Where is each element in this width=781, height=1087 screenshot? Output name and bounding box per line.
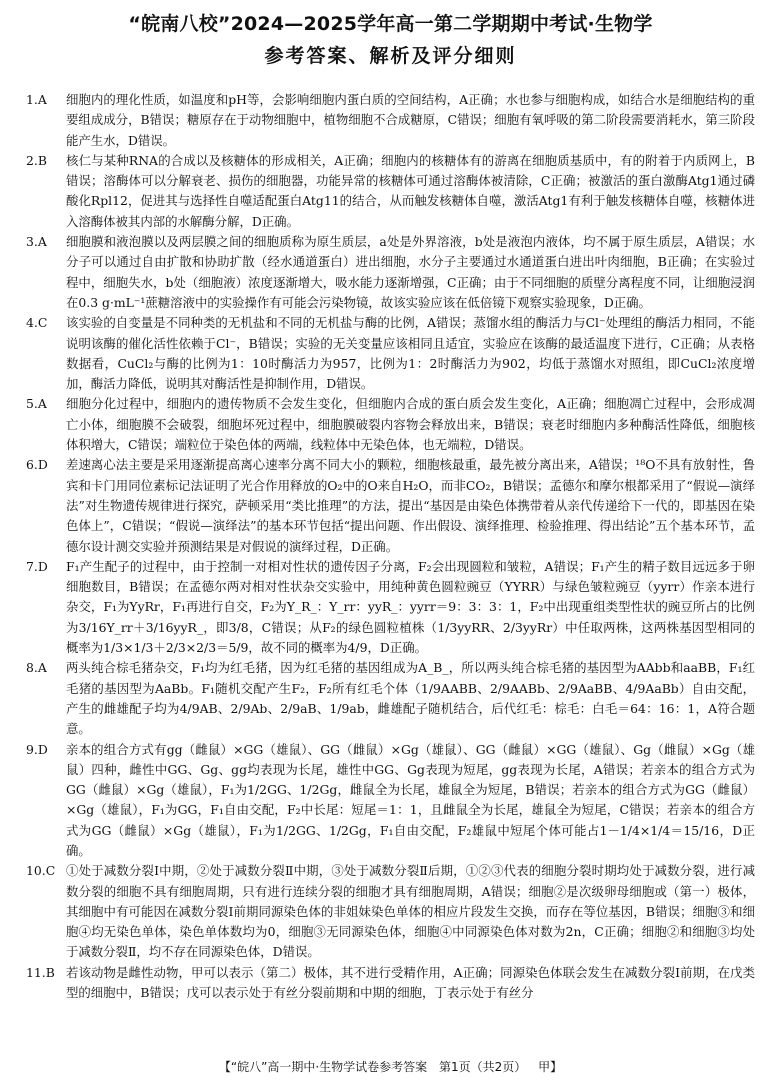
document-title: “皖南八校”2024—2025学年高一第二学期期中考试·生物学 — [128, 13, 653, 35]
answer-item-3 — [26, 232, 755, 313]
answer-list — [26, 90, 755, 1003]
answer-item-1 — [26, 90, 755, 151]
answer-explanation: 差速离心法主要是采用逐渐提高离心速率分离不同大小的颗粒，细胞核最重，最先被分离出来，A错误；¹⁸O不具有放射性，鲁宾和卡门用同位素标记法证明了光合作用释放的O₂中的O来自H₂O，而非CO₂，B错误；孟德尔和摩尔根都采用了“假说—演绎法”对生物遗传规律进行探究，萨顿采用“类比推理”的方法，提出“基因是由染色体携带着从亲代传递给下一代的，即基因在染色体上”，C错误；“假说—演绎法”的基本环节包括“提出问题、作出假设、演绎推理、检验推理、得出结论”五个基本环节，孟德尔设计测交实验并预测结果是对假说的演绎过程，D正确。 — [66, 457, 755, 554]
answer-item-4 — [26, 313, 755, 394]
answer-number: 10.C — [26, 863, 56, 879]
answer-number: 7.D — [26, 558, 48, 574]
answer-number: 8.A — [26, 660, 47, 676]
answer-item-6 — [26, 455, 755, 556]
answer-number: 5.A — [26, 396, 47, 412]
answer-number: 4.C — [26, 315, 48, 331]
answer-number: 9.D — [26, 741, 48, 757]
answer-item-7 — [26, 557, 755, 658]
answer-explanation: F₁产生配子的过程中，由于控制一对相对性状的遗传因子分离，F₂会出现圆粒和皱粒，A错误；F₁产生的精子数目远远多于卵细胞数目，B错误；在孟德尔两对相对性状杂交实验中，用纯种黄色圆粒豌豆（YYRR）与绿色皱粒豌豆（yyrr）作亲本进行杂交，F₁为YyRr，F₁再进行自交，F₂为Y_R_：Y_rr：yyR_：yyrr＝9：3：3：1，F₂中出现重组类型性状的豌豆所占的比例为3/16Y_rr＋3/16yyR_，即3/8，C错误；从F₂的绿色圆粒植株（1/3yyRR、2/3yyRr）中任取两株，这两株基因型相同的概率为1/3×1/3＋2/3×2/3＝5/9，故不同的概率为4/9，D正确。 — [66, 558, 756, 656]
answer-explanation: 细胞膜和液泡膜以及两层膜之间的细胞质称为原生质层，a处是外界溶液，b处是液泡内液体，均不属于原生质层，A错误；水分子可以通过自由扩散和协助扩散（经水通道蛋白）进出细胞，水分子主要通过水通道蛋白进出叶肉细胞，B正确；在实验过程中，细胞失水，b处（细胞液）浓度逐渐增大，吸水能力逐渐增强，C正确；由于不同细胞的质壁分离程度不同，让细胞浸润在0.3 g·mL⁻¹蔗糖溶液中的实验操作有可能会污染物镜，故该实验应该在低倍镜下观察实验现象，D正确。 — [66, 234, 755, 310]
footer-page-number: 第1页（共2页） — [438, 1060, 527, 1074]
answer-number: 2.B — [26, 152, 47, 168]
answer-explanation: 细胞分化过程中，细胞内的遗传物质不会发生变化，但细胞内合成的蛋白质会发生变化，A正确；细胞凋亡过程中，会形成凋亡小体，细胞膜不会破裂，细胞坏死过程中，细胞膜破裂内容物会释放出来，B错误；衰老时细胞内多种酶活性降低，细胞核体积增大，C错误；端粒位于染色体的两端，线粒体中无染色体，也无端粒，D错误。 — [66, 396, 755, 453]
answer-item-11 — [26, 963, 755, 1004]
answer-item-5 — [26, 394, 755, 455]
answer-explanation: ①处于减数分裂Ⅰ中期，②处于减数分裂Ⅱ中期，③处于减数分裂Ⅱ后期，①②③代表的细胞分裂时期均处于减数分裂，进行减数分裂的细胞不具有细胞周期，只有进行连续分裂的细胞才具有细胞周期，A错误；细胞②是次级卵母细胞或（第一）极体，其细胞中有可能因在减数分裂Ⅰ前期同源染色体的非姐妹染色单体的相应片段发生交换，而存在等位基因，B错误；细胞③和细胞④均无染色单体，染色单体数均为0，细胞③无同源染色体，细胞④中同源染色体对数为2n，C正确；细胞②和细胞③均处于减数分裂Ⅱ，均不存在同源染色体，D错误。 — [66, 863, 755, 960]
answer-number: 3.A — [26, 234, 47, 250]
answer-item-2 — [26, 151, 755, 232]
answer-explanation: 该实验的自变量是不同种类的无机盐和不同的无机盐与酶的比例，A错误；蒸馏水组的酶活力与Cl⁻处理组的酶活力相同，不能说明该酶的催化活性依赖于Cl⁻，B错误；实验的无关变量应该相同且适宜，实验应在该酶的最适温度下进行，C正确；从表格数据看，CuCl₂与酶的比例为1：10时酶活力为957，比例为1：2时酶活力为902，均低于蒸馏水对照组，即CuCl₂浓度增加，酶活力降低，说明其对酶活性是抑制作用，D错误。 — [66, 315, 755, 392]
answer-number: 1.A — [26, 92, 47, 107]
page-footer — [0, 1059, 781, 1075]
answer-item-10 — [26, 861, 755, 962]
answer-item-8 — [26, 658, 755, 739]
answer-explanation: 若该动物是雌性动物，甲可以表示（第二）极体，其不进行受精作用，A正确；同源染色体联会发生在减数分裂Ⅰ前期，在戊类型的细胞中，B错误；戊可以表示处于有丝分裂前期和中期的细胞，丁表示处于有丝分 — [66, 964, 755, 1001]
answer-item-9 — [26, 740, 755, 862]
answer-number: 11.B — [26, 964, 55, 980]
answer-number: 6.D — [26, 457, 48, 473]
footer-doc-label: 【“皖八”高一期中·生物学试卷参考答案 — [218, 1060, 428, 1074]
document-subtitle: 参考答案、解析及评分细则 — [264, 45, 517, 67]
answer-explanation: 两头纯合棕毛猪杂交，F₁均为红毛猪，因为红毛猪的基因组成为A_B_，所以两头纯合棕毛猪的基因型为AAbb和aaBB，F₁红毛猪的基因型为AaBb。F₁随机交配产生F₂，F₂所有红毛个体（1/9AABB、2/9AABb、2/9AaBB、4/9AaBb）自由交配，产生的雌雄配子均为4/9AB、2/9Ab、2/9aB、1/9ab，雌雄配子随机结合，后代红毛：棕毛：白毛＝64：16：1，A符合题意。 — [66, 660, 755, 737]
answer-explanation: 细胞内的理化性质，如温度和pH等，会影响细胞内蛋白质的空间结构，A正确；水也参与细胞构成，如结合水是细胞结构的重要组成成分，B错误；糖原存在于动物细胞中，植物细胞不合成糖原，C错误；细胞有氧呼吸的第二阶段需要消耗水，第三阶段能产生水，D错误。 — [66, 92, 755, 148]
answer-explanation: 核仁与某种RNA的合成以及核糖体的形成相关，A正确；细胞内的核糖体有的游离在细胞质基质中，有的附着于内质网上，B错误；溶酶体可以分解衰老、损伤的细胞器，功能异常的核糖体可通过溶酶体被清除，C正确；被激活的蛋白激酶Atg1通过磷酸化Rpl12，促进其与选择性自噬适配蛋白Atg11的结合，从而触发核糖体自噬，激活Atg1有利于触发核糖体自噬，核糖体进入溶酶体被其内部的水解酶分解，D正确。 — [66, 152, 755, 229]
footer-version: 甲】 — [538, 1060, 563, 1074]
answer-explanation: 亲本的组合方式有gg（雌鼠）×GG（雄鼠）、GG（雌鼠）×Gg（雄鼠）、GG（雌鼠）×GG（雄鼠）、Gg（雌鼠）×Gg（雄鼠）四种，雌性中GG、Gg、gg均表现为长尾，雄性中GG、Gg表现为短尾，gg表现为长尾，A错误；若亲本的组合方式为GG（雌鼠）×Gg（雄鼠），F₁为1/2GG、1/2Gg，雌鼠全为长尾，雄鼠全为短尾，B错误；若亲本的组合方式为GG（雌鼠）×Gg（雄鼠），F₁为GG，F₁自由交配，F₂中长尾：短尾＝1：1，且雌鼠全为长尾，雄鼠全为短尾，C错误；若亲本的组合方式为GG（雌鼠）×Gg（雄鼠），F₁为1/2GG、1/2Gg，F₁自由交配，F₂雄鼠中短尾个体可能占1－1/4×1/4＝15/16，D正确。 — [66, 741, 755, 858]
